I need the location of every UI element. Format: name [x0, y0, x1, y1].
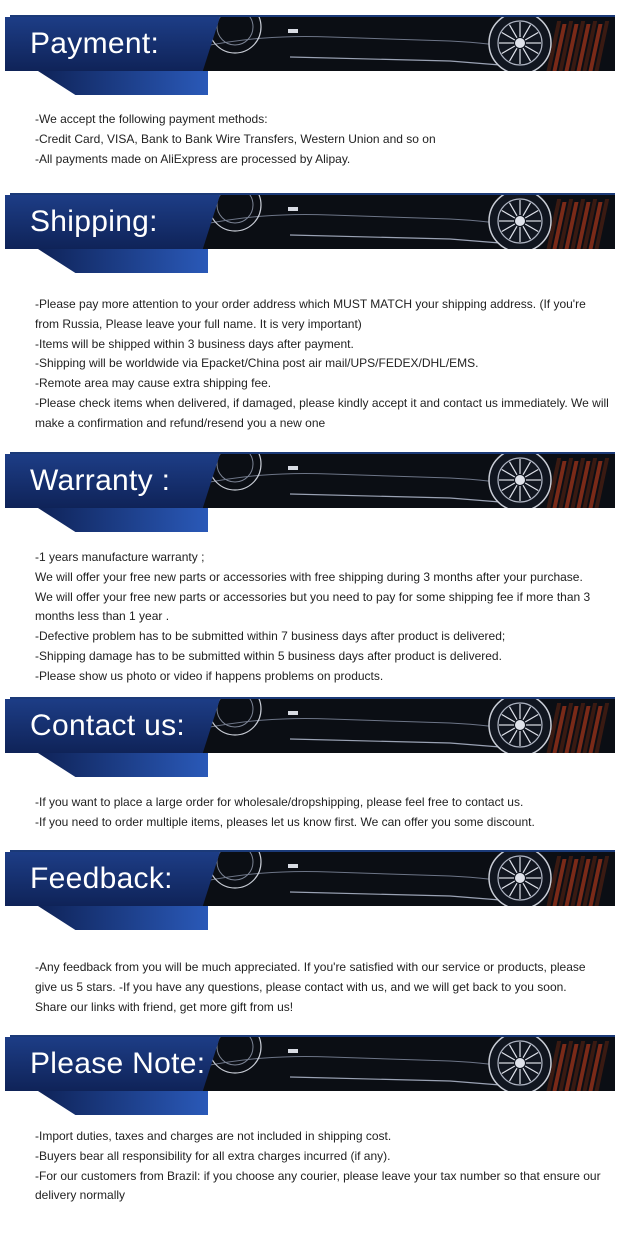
- text-line: -We accept the following payment methods:: [35, 112, 268, 126]
- text-line: -Defective problem has to be submitted within 7 business days after product is delivered;: [35, 629, 506, 644]
- section-banner: [0, 15, 620, 97]
- car-wheel-image: [200, 195, 615, 249]
- section-title: Contact us:: [30, 709, 186, 742]
- text-line: We will offer your free new parts or accessories but you need to pay for some shipping fee if more than 3 months less than 1 year .: [35, 589, 591, 624]
- section-title: Payment:: [30, 27, 160, 60]
- car-wheel-image: [200, 699, 615, 753]
- car-wheel-image: [200, 17, 615, 71]
- section-title: Feedback:: [30, 862, 173, 895]
- text-line: -Please pay more attention to your order address which MUST MATCH your shipping address. (If you're from Russia, Please leave your full name. It is very important): [35, 297, 586, 331]
- text-line: -If you want to place a large order for wholesale/dropshipping, please feel free to contact us.: [35, 795, 524, 809]
- section-banner: [0, 193, 620, 275]
- car-wheel-image: [200, 852, 615, 906]
- text-line: -Any feedback from you will be much appreciated. If you're satisfied with our service or products, please give us 5 stars. -If you have any questions, please contact with us, and we will get back to you soon.: [35, 960, 586, 994]
- text-line: -For our customers from Brazil: if you choose any courier, please leave your tax number so that ensure our delivery normally: [35, 1168, 601, 1203]
- section-title: Shipping:: [30, 205, 158, 238]
- text-line: -Credit Card, VISA, Bank to Bank Wire Transfers, Western Union and so on: [35, 131, 436, 146]
- section-banner: [0, 850, 620, 932]
- warranty-section: [0, 452, 620, 683]
- text-line: -1 years manufacture warranty ;: [35, 550, 205, 564]
- text-line: Share our links with friend, get more gift from us!: [35, 999, 294, 1014]
- section-banner: [0, 697, 620, 779]
- text-line: -All payments made on AliExpress are processed by Alipay.: [35, 151, 351, 166]
- section-body: [35, 295, 610, 434]
- text-line: -Buyers bear all responsibility for all extra charges incurred (if any).: [35, 1148, 391, 1163]
- text-line: We will offer your free new parts or accessories with free shipping during 3 months after your purchase.: [35, 569, 583, 584]
- section-title: Warranty :: [30, 464, 171, 497]
- text-line: -Import duties, taxes and charges are not included in shipping cost.: [35, 1129, 392, 1143]
- section-banner: [0, 1035, 620, 1117]
- section-body: [35, 1127, 610, 1206]
- section-body: [35, 110, 610, 169]
- section-title: Please Note:: [30, 1047, 206, 1080]
- text-line: -Remote area may cause extra shipping fee.: [35, 376, 272, 391]
- section-body: [35, 548, 610, 687]
- contact-section: [0, 697, 620, 829]
- payment-section: [0, 15, 620, 166]
- car-wheel-image: [200, 454, 615, 508]
- please-note-section: [0, 1035, 620, 1203]
- text-line: -Items will be shipped within 3 business days after payment.: [35, 336, 354, 351]
- text-line: -Shipping damage has to be submitted within 5 business days after product is delivered.: [35, 648, 502, 663]
- car-wheel-image: [200, 1037, 615, 1091]
- text-line: -Shipping will be worldwide via Epacket/China post air mail/UPS/FEDEX/DHL/EMS.: [35, 356, 479, 371]
- text-line: -Please show us photo or video if happens problems on products.: [35, 668, 384, 683]
- feedback-section: [0, 850, 620, 1014]
- shipping-section: [0, 193, 620, 430]
- text-line: -If you need to order multiple items, pleases let us know first. We can offer you some discount.: [35, 814, 535, 829]
- section-body: [35, 793, 610, 833]
- section-banner: [0, 452, 620, 534]
- section-body: [35, 958, 610, 1017]
- text-line: -Please check items when delivered, if damaged, please kindly accept it and contact us immediately. We will make a confirmation and refund/resend you a new one: [35, 395, 609, 430]
